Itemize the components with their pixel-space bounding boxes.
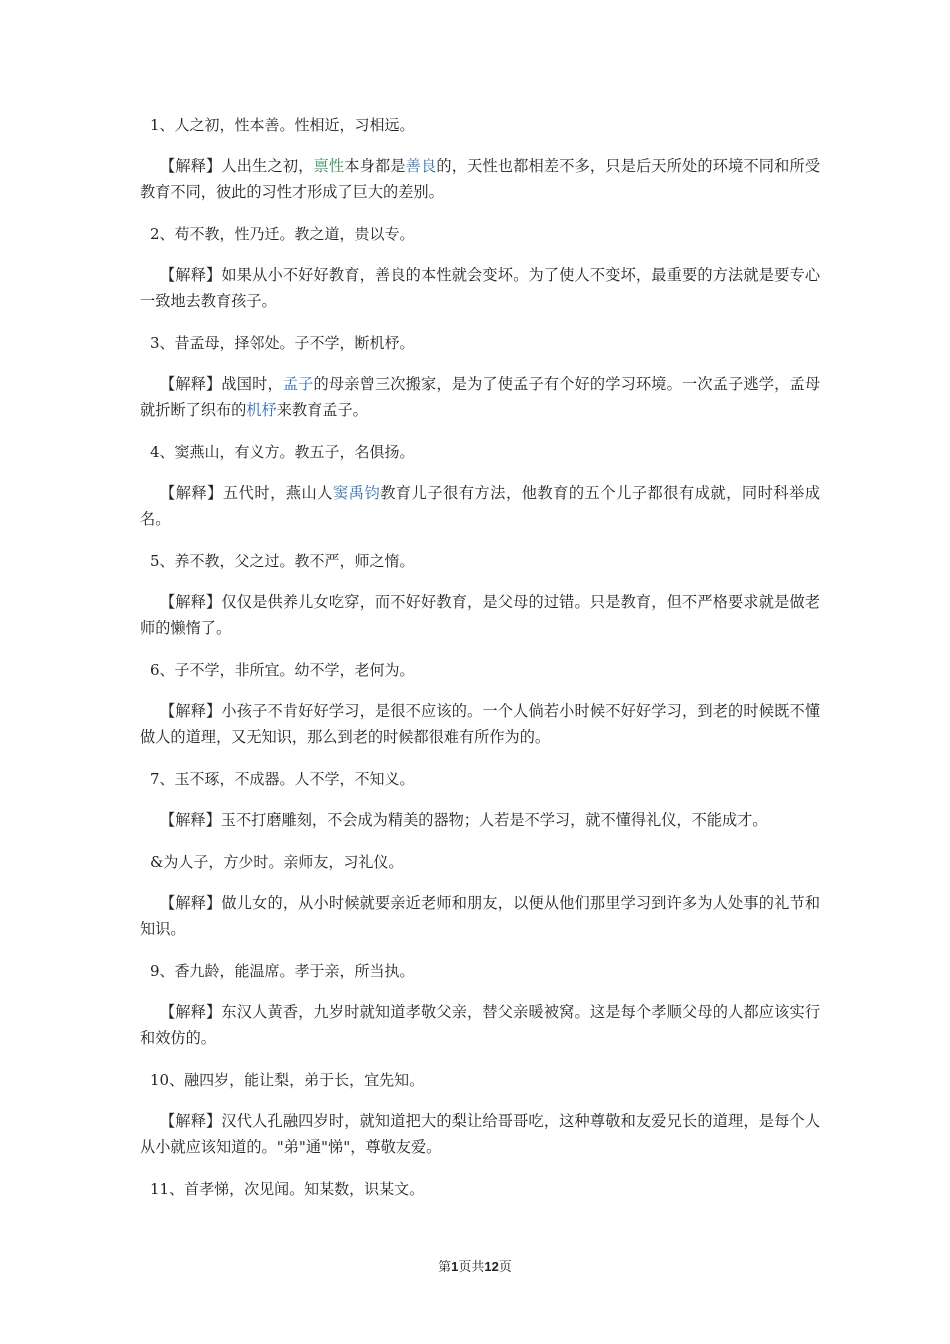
explanation-text: 【解释】仅仅是供养儿女吃穿，而不好好教育，是父母的过错。只是教育，但不严格要求就是做老师的懒惰了。 bbox=[140, 593, 820, 637]
verse-line: 5、养不教，父之过。教不严，师之惰。 bbox=[150, 552, 415, 570]
explanation-text: 【解释】如果从小不好好教育，善良的本性就会变坏。为了使人不变坏，最重要的方法就是要专心一致地去教育孩子。 bbox=[140, 266, 820, 310]
explanation-paragraph bbox=[140, 480, 820, 532]
explanation-paragraph bbox=[140, 371, 820, 423]
explanation-text: 【解释】小孩子不肯好好学习，是很不应该的。一个人倘若小时候不好好学习，到老的时候既不懂做人的道理，又无知识，那么到老的时候都很难有所作为的。 bbox=[140, 702, 820, 746]
explanation-paragraph bbox=[140, 890, 820, 942]
verse-line: 2、苟不教，性乃迁。教之道，贵以专。 bbox=[150, 225, 415, 243]
explanation-paragraph bbox=[140, 807, 820, 833]
explanation-text: 来教育孟子。 bbox=[276, 401, 368, 419]
explanation-text: 【解释】人出生之初， bbox=[160, 157, 314, 175]
term-link[interactable]: 孟子 bbox=[282, 375, 314, 393]
explanation-text: 的，天性也都相差不多，只是后天所处的环境不同和所受教育不同，彼此的习性才形成了巨大的差别。 bbox=[140, 157, 821, 201]
explanation-text: 本身都是 bbox=[344, 157, 406, 175]
footer-middle: 页共 bbox=[458, 1260, 485, 1275]
footer-prefix: 第 bbox=[438, 1260, 452, 1275]
explanation-text: 的母亲曾三次搬家，是为了使孟子有个好的学习环境。一次孟子逃学，孟母就折断了织布的 bbox=[140, 375, 821, 419]
verse-line: 9、香九龄，能温席。孝于亲，所当执。 bbox=[150, 962, 415, 980]
verse-line: 4、窦燕山，有义方。教五子，名俱扬。 bbox=[150, 443, 415, 461]
explanation-paragraph bbox=[140, 589, 820, 641]
explanation-text: 教育儿子很有方法，他教育的五个儿子都很有成就，同时科举成名。 bbox=[140, 484, 821, 528]
explanation-paragraph bbox=[140, 153, 820, 205]
term-link[interactable]: 善良 bbox=[405, 157, 437, 175]
explanation-paragraph bbox=[140, 698, 820, 750]
verse-line: 6、子不学，非所宜。幼不学，老何为。 bbox=[150, 661, 415, 679]
verse-line: &为人子，方少时。亲师友，习礼仪。 bbox=[150, 853, 404, 871]
verse-line: 11、首孝悌，次见闻。知某数，识某文。 bbox=[150, 1180, 425, 1198]
verse-line: 1、人之初，性本善。性相近，习相远。 bbox=[150, 116, 415, 134]
explanation-text: 【解释】战国时， bbox=[160, 375, 283, 393]
explanation-text: 【解释】玉不打磨雕刻，不会成为精美的器物；人若是不学习，就不懂得礼仪，不能成才。 bbox=[160, 811, 768, 829]
verse-line: 3、昔孟母，择邻处。子不学，断机杼。 bbox=[150, 334, 415, 352]
explanation-paragraph bbox=[140, 262, 820, 314]
explanation-text: 【解释】做儿女的，从小时候就要亲近老师和朋友，以便从他们那里学习到许多为人处事的礼节和知识。 bbox=[140, 894, 820, 938]
explanation-paragraph bbox=[140, 1108, 820, 1160]
term-link[interactable]: 机杼 bbox=[246, 401, 277, 419]
explanation-paragraph bbox=[140, 999, 820, 1051]
explanation-text: 【解释】汉代人孔融四岁时，就知道把大的梨让给哥哥吃，这种尊敬和友爱兄长的道理，是每个人从小就应该知道的。"弟"通"悌"，尊敬友爱。 bbox=[140, 1112, 820, 1156]
term-link[interactable]: 窦禹钧 bbox=[333, 484, 381, 502]
page-footer bbox=[0, 1256, 950, 1275]
verse-line: 7、玉不琢，不成器。人不学，不知义。 bbox=[150, 770, 415, 788]
footer-suffix: 页 bbox=[498, 1260, 512, 1275]
explanation-text: 【解释】五代时，燕山人 bbox=[160, 484, 333, 502]
document-body bbox=[140, 112, 820, 1217]
explanation-text: 【解释】东汉人黄香，九岁时就知道孝敬父亲，替父亲暖被窝。这是每个孝顺父母的人都应该实行和效仿的。 bbox=[140, 1003, 820, 1047]
current-page-number: 1 bbox=[451, 1259, 459, 1274]
total-pages-number: 12 bbox=[484, 1259, 499, 1274]
verse-line: 10、融四岁，能让梨，弟于长，宜先知。 bbox=[150, 1071, 425, 1089]
term-link[interactable]: 禀性 bbox=[313, 157, 345, 175]
